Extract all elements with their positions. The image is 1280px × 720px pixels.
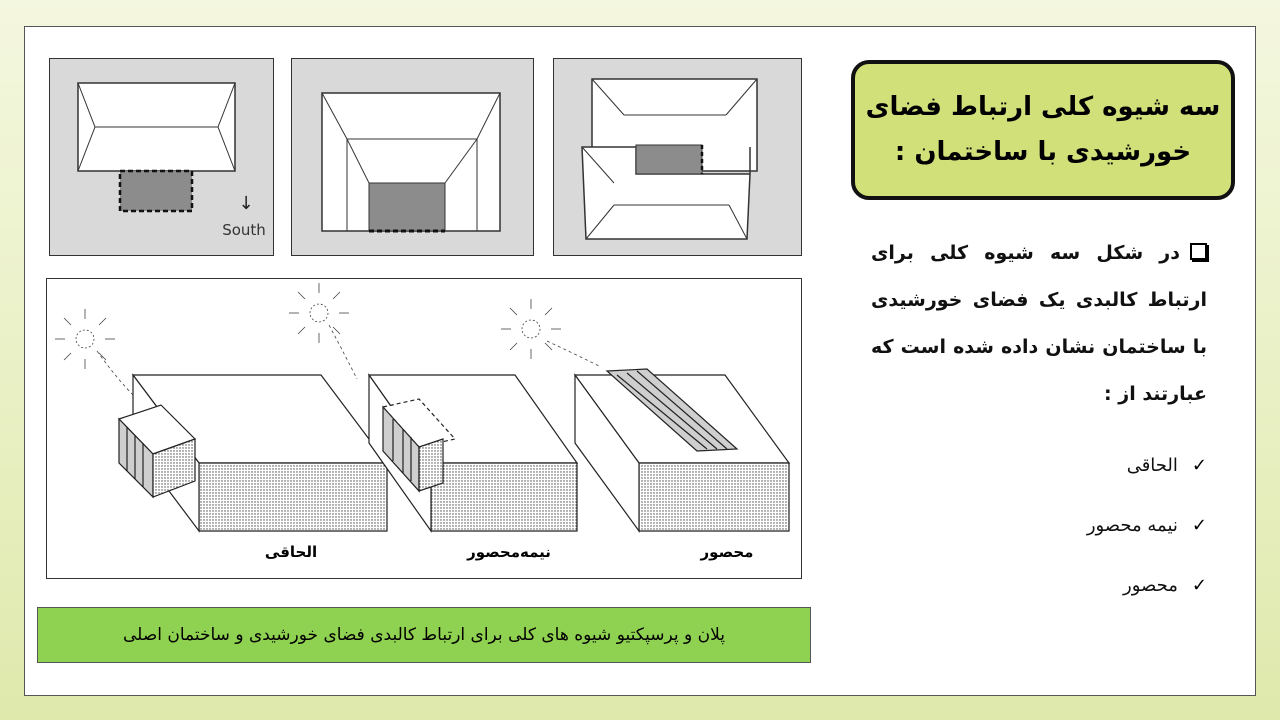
square-bullet-icon: [1190, 243, 1207, 260]
plan-semi-enclosed: [291, 58, 534, 256]
plan-attached-drawing: [50, 59, 273, 255]
check-icon: ✓: [1191, 514, 1207, 536]
south-arrow: ↓: [238, 193, 254, 214]
title-line-2: خورشیدی با ساختمان :: [894, 137, 1192, 167]
south-label: South: [222, 221, 266, 239]
list-item: [905, 555, 1207, 615]
sun-icon: [501, 299, 601, 367]
title-line-1: سه شیوه کلی ارتباط فضای: [865, 91, 1221, 122]
list-item: [905, 495, 1207, 555]
list-item-label: نیمه محصور: [1086, 514, 1178, 536]
list-item-label: محصور: [1123, 574, 1178, 596]
building-enclosed: [575, 369, 789, 531]
building-semi-enclosed: [369, 375, 577, 531]
body-paragraph: [871, 230, 1207, 418]
perspective-figure: [46, 278, 802, 579]
check-icon: ✓: [1191, 574, 1207, 596]
check-icon: ✓: [1191, 454, 1207, 476]
perspective-drawing: [47, 279, 801, 578]
sun-icon: [55, 309, 135, 397]
figure-caption: پلان و پرسپکتیو شیوه های کلی برای ارتباط کالبدی فضای خورشیدی و ساختمان اصلی: [37, 607, 811, 663]
persp-label-semi: نیمه‌محصور: [467, 543, 551, 561]
check-list: [905, 435, 1207, 615]
plan-enclosed: [553, 58, 802, 256]
plan-enclosed-drawing: [554, 59, 801, 255]
list-item-label: الحاقی: [1126, 454, 1178, 476]
persp-label-enclosed: محصور: [700, 543, 754, 561]
paragraph-text: در شکل سه شیوه کلی برای ارتباط کالبدی یک فضای خورشیدی با ساختمان نشان داده شده است که عبارتند از :: [871, 242, 1207, 405]
plan-semi-enclosed-drawing: [292, 59, 533, 255]
slide: [24, 26, 1256, 696]
sun-icon: [289, 283, 357, 379]
plan-attached: [49, 58, 274, 256]
building-attached: [119, 375, 387, 531]
persp-label-attached: الحاقی: [264, 543, 318, 561]
title-box: [851, 60, 1235, 200]
list-item: [905, 435, 1207, 495]
